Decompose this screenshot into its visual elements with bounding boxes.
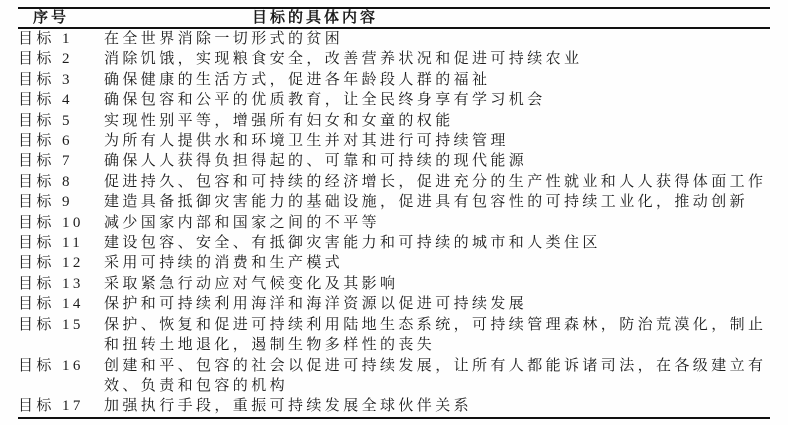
goal-id: 目标 17 [18,398,84,415]
table-row [18,213,770,233]
table-row [18,192,770,212]
table-row [18,356,770,397]
goal-content: 保护和可持续利用海洋和海洋资源以促进可持续发展 [104,296,528,313]
goal-content: 为所有人提供水和环境卫生并对其进行可持续管理 [104,133,509,150]
goal-content: 建造具备抵御灾害能力的基础设施，促进具有包容性的可持续工业化，推动创新 [104,194,749,211]
goal-id: 目标 3 [18,71,73,88]
goal-content: 减少国家内部和国家之间的不平等 [104,214,381,231]
goal-id: 目标 2 [18,51,73,68]
goal-content: 促进持久、包容和可持续的经济增长，促进充分的生产性就业和人人获得体面工作 [104,173,767,190]
goal-id: 目标 11 [18,235,84,252]
goal-id: 目标 15 [18,316,84,333]
goal-content: 实现性别平等，增强所有妇女和女童的权能 [104,112,454,129]
goal-id: 目标 4 [18,92,73,109]
goal-id: 目标 5 [18,112,73,129]
goal-content: 确保健康的生活方式，促进各年龄段人群的福祉 [104,71,491,88]
goal-id: 目标 13 [18,275,84,292]
goal-id: 目标 12 [18,255,84,272]
goal-content: 确保人人获得负担得起的、可靠和可持续的现代能源 [104,153,528,170]
goal-content: 加强执行手段，重振可持续发展全球伙伴关系 [104,398,473,415]
goal-content: 创建和平、包容的社会以促进可持续发展，让所有人都能诉诸司法，在各级建立有效、负责和包容的机构 [104,357,767,394]
table-row [18,70,770,90]
goal-content: 采取紧急行动应对气候变化及其影响 [104,275,399,292]
goal-id: 目标 1 [18,31,73,47]
goal-content: 消除饥饿，实现粮食安全，改善营养状况和促进可持续农业 [104,51,583,68]
goal-id: 目标 8 [18,173,73,190]
goal-id: 目标 6 [18,133,73,150]
goal-id: 目标 10 [18,214,84,231]
goal-id: 目标 16 [18,357,84,374]
table-row [18,151,770,171]
table-header-row [18,7,770,29]
goal-content: 确保包容和公平的优质教育，让全民终身享有学习机会 [104,92,546,109]
table-row [18,294,770,314]
table-row [18,131,770,151]
table-row [18,29,770,49]
table-row [18,90,770,110]
goal-content: 在全世界消除一切形式的贫困 [104,31,344,47]
goal-id: 目标 14 [18,296,84,313]
table-row [18,233,770,253]
table-row [18,111,770,131]
table-body [18,29,770,417]
goal-id: 目标 7 [18,153,73,170]
table-row [18,274,770,294]
sdg-goals-table [18,7,770,419]
header-serial-number: 序号 [33,10,70,26]
table-row [18,315,770,356]
goal-content: 采用可持续的消费和生产模式 [104,255,344,272]
goal-content: 建设包容、安全、有抵御灾害能力和可持续的城市和人类住区 [104,235,601,252]
table-row [18,172,770,192]
table-row [18,49,770,69]
header-goal-content: 目标的具体内容 [252,10,379,26]
goal-content: 保护、恢复和促进可持续利用陆地生态系统，可持续管理森林，防治荒漠化，制止和扭转土地退化，遏制生物多样性的丧失 [104,316,767,354]
goal-id: 目标 9 [18,194,73,211]
table-row [18,253,770,273]
table-row [18,396,770,416]
